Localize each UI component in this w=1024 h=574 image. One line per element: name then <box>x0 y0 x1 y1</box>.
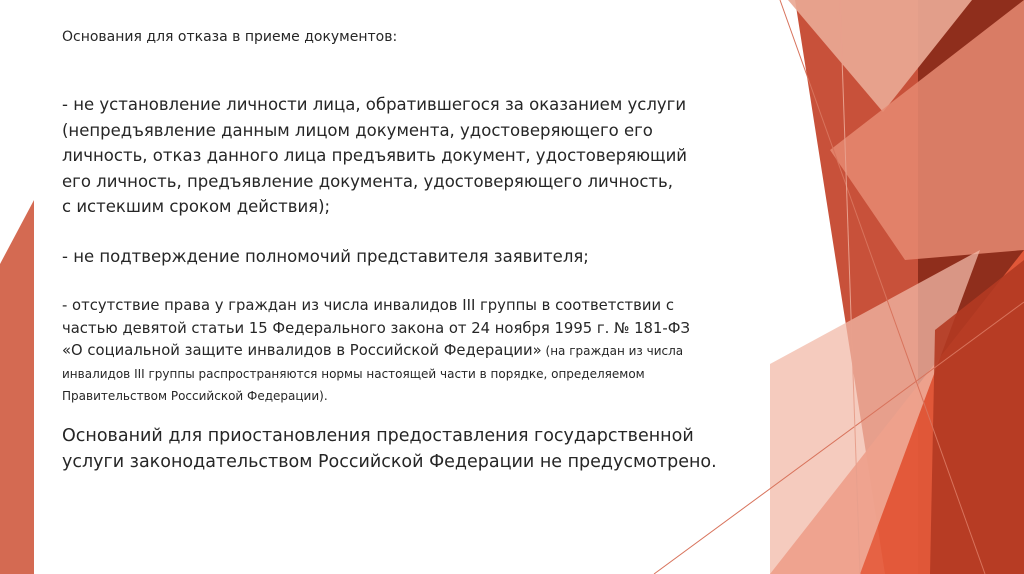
footnote-line: инвалидов III группы распространяются нормы настоящей части в порядке, определяемом <box>62 366 645 381</box>
paragraph-line: с истекшим сроком действия); <box>62 197 331 216</box>
paragraph-line: - отсутствие права у граждан из числа инвалидов III группы в соответствии с <box>62 297 674 314</box>
paragraph-line: услуги законодательством Российской Федерации не предусмотрено. <box>62 451 717 472</box>
slide-heading: Основания для отказа в приеме документов: <box>62 29 398 45</box>
paragraph-line: - не установление личности лица, обратившегося за оказанием услуги <box>62 95 687 114</box>
paragraph-line: его личность, предъявление документа, удостоверяющего личность, <box>62 171 673 191</box>
footnote-text: (на граждан из числа <box>541 344 684 358</box>
footnote-line: Правительством Российской Федерации). <box>62 389 328 403</box>
left-accent-bar <box>0 200 34 574</box>
paragraph-line: Оснований для приостановления предоставления государственной <box>62 426 694 446</box>
paragraph-suspension <box>62 424 782 475</box>
paragraph-line <box>62 340 782 363</box>
paragraph-line: - не подтверждение полномочий представителя заявителя; <box>62 247 589 266</box>
paragraph-authority <box>62 244 782 270</box>
paragraph-identity <box>62 92 782 220</box>
law-title: «О социальной защите инвалидов в Российской Федерации» <box>62 342 542 359</box>
paragraph-line: частью девятой статьи 15 Федерального закона от 24 ноября 1995 г. № 181-ФЗ <box>62 319 690 337</box>
paragraph-disability <box>62 295 782 408</box>
paragraph-line: (непредъявление данным лицом документа, удостоверяющего его <box>62 120 653 140</box>
paragraph-line: личность, отказ данного лица предъявить документ, удостоверяющий <box>62 146 688 165</box>
